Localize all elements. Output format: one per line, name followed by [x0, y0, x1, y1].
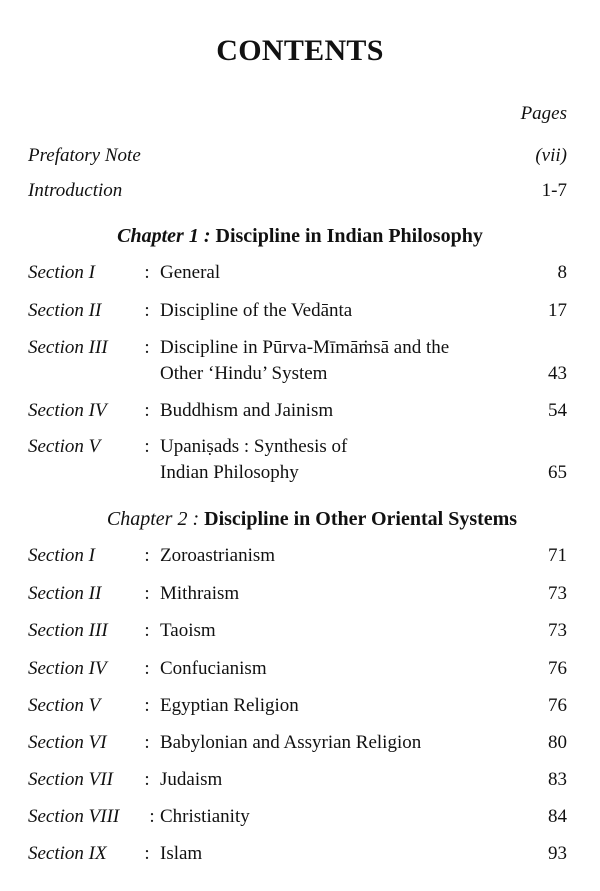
section-title: Buddhism and Jainism — [160, 400, 334, 421]
section-page: 54 — [548, 400, 567, 421]
chapter-2-heading — [12, 508, 600, 531]
front-matter-label-prefatory-note: Prefatory Note — [28, 145, 141, 166]
section-page: 76 — [548, 695, 567, 716]
section-title: Judaism — [160, 769, 223, 790]
chapter-1-title: Discipline in Indian Philosophy — [215, 225, 483, 247]
chapter-2-title: Discipline in Other Oriental Systems — [204, 508, 518, 530]
section-title: Upaniṣads : Synthesis of — [160, 436, 348, 457]
section-colon: : — [144, 843, 150, 864]
section-label: Section IV — [28, 658, 107, 679]
section-page: 76 — [548, 658, 567, 679]
section-title: Discipline of the Vedānta — [160, 300, 353, 321]
front-matter-page-introduction: 1-7 — [541, 180, 567, 201]
section-colon: : — [144, 436, 150, 457]
section-title-continued: Indian Philosophy — [160, 462, 299, 483]
section-colon: : — [144, 658, 150, 679]
section-label: Section III — [28, 620, 108, 641]
section-page: 43 — [548, 363, 567, 384]
section-colon: : — [144, 695, 150, 716]
section-colon: : — [144, 620, 150, 641]
section-label: Section VI — [28, 732, 107, 753]
section-title: General — [160, 262, 221, 283]
section-label: Section II — [28, 300, 102, 321]
section-colon: : — [144, 545, 150, 566]
chapter-1-label: Chapter 1 : — [117, 225, 211, 247]
section-label: Section IX — [28, 843, 107, 864]
section-colon: : — [144, 769, 150, 790]
section-title: Mithraism — [160, 583, 240, 604]
section-page: 65 — [548, 462, 567, 483]
section-colon: : — [144, 732, 150, 753]
page-title: CONTENTS — [216, 34, 384, 67]
section-title-continued: Other ‘Hindu’ System — [160, 363, 328, 384]
section-label: Section I — [28, 545, 96, 566]
section-page: 73 — [548, 620, 567, 641]
section-label: Section VIII — [28, 806, 120, 827]
front-matter-label-introduction: Introduction — [28, 180, 123, 201]
section-title: Islam — [160, 843, 203, 864]
section-page: 73 — [548, 583, 567, 604]
section-colon: : — [149, 806, 155, 827]
section-colon: : — [144, 262, 150, 283]
section-page: 71 — [548, 545, 567, 566]
section-title: Zoroastrianism — [160, 545, 276, 566]
front-matter-page-prefatory-note: (vii) — [535, 145, 567, 166]
section-colon: : — [144, 583, 150, 604]
section-label: Section IV — [28, 400, 107, 421]
chapter-1-heading — [0, 225, 600, 248]
pages-column-header: Pages — [520, 103, 567, 124]
section-page: 8 — [557, 262, 567, 283]
section-title: Egyptian Religion — [160, 695, 299, 716]
section-label: Section III — [28, 337, 108, 358]
section-colon: : — [144, 300, 150, 321]
section-title: Discipline in Pūrva-Mīmāṁsā and the — [160, 337, 450, 358]
section-colon: : — [144, 400, 150, 421]
section-label: Section I — [28, 262, 96, 283]
section-label: Section V — [28, 436, 101, 457]
section-page: 83 — [548, 769, 567, 790]
section-page: 93 — [548, 843, 567, 864]
section-title: Confucianism — [160, 658, 267, 679]
section-colon: : — [144, 337, 150, 358]
section-title: Taoism — [160, 620, 216, 641]
section-page: 84 — [548, 806, 567, 827]
chapter-2-label: Chapter 2 : — [106, 508, 200, 530]
section-page: 80 — [548, 732, 567, 753]
section-label: Section VII — [28, 769, 113, 790]
section-page: 17 — [548, 300, 567, 321]
section-label: Section V — [28, 695, 101, 716]
section-title: Babylonian and Assyrian Religion — [160, 732, 422, 753]
section-title: Christianity — [160, 806, 250, 827]
section-label: Section II — [28, 583, 102, 604]
